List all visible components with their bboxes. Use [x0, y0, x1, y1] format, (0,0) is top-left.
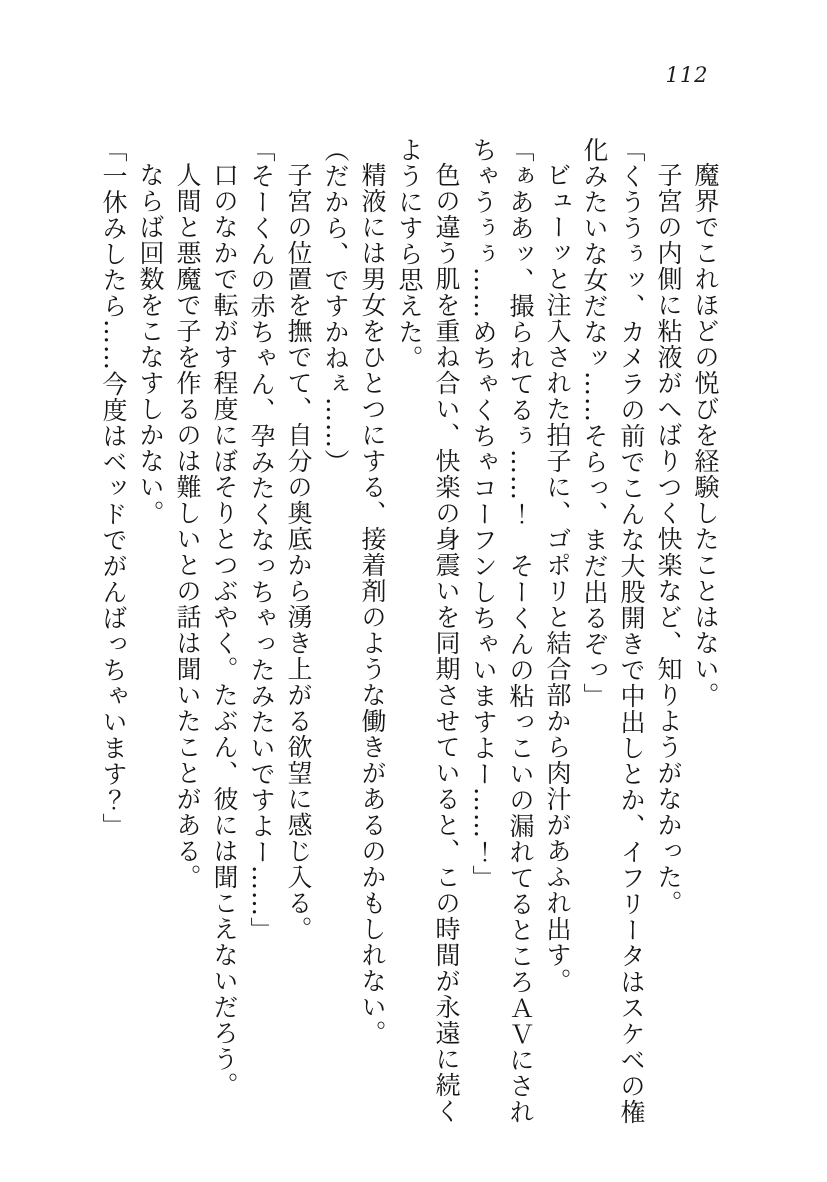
text-column: ようにすら思えた。 — [395, 137, 424, 371]
text-column: 「ぁああッ、撮られてるぅ……！ そーくんの粘っこいの漏れてるところＡＶにされ — [506, 137, 535, 1125]
text-column: 「一休みしたら……今度はベッドでがんばっちゃいます？」 — [99, 137, 128, 839]
text-column: ちゃうぅぅ……めちゃくちゃコーフンしちゃいますよー……！」 — [469, 137, 498, 891]
text-column: ビューッと注入された拍子に、ゴポリと結合部から肉汁があふれ出す。 — [543, 162, 572, 994]
text-column: 口のなかで転がす程度にぼそりとつぶやく。たぶん、彼には聞こえないだろう。 — [210, 162, 239, 1098]
text-column: 「くううぅッ、カメラの前でこんな大股開きで中出しとか、イフリータはスケベの権 — [617, 137, 646, 1125]
text-column: （だから、ですかねぇ……） — [321, 137, 350, 475]
page-number: 112 — [665, 63, 709, 87]
text-column: 精液には男女をひとつにする、接着剤のような働きがあるのかもしれない。 — [358, 162, 387, 1046]
text-column: 化みたいな女だなッ……そらっ、まだ出るぞっ」 — [580, 137, 609, 709]
text-column: 子宮の位置を撫でて、自分の奥底から湧き上がる欲望に感じ入る。 — [284, 162, 313, 942]
text-column: 魔界でこれほどの悦びを経験したことはない。 — [691, 162, 720, 708]
vertical-text-block — [95, 137, 724, 1125]
text-column: 子宮の内側に粘液がへばりつく快楽など、知りようがなかった。 — [654, 162, 683, 916]
text-column: 色の違う肌を重ね合い、快楽の身震いを同期させていると、この時間が永遠に続く — [432, 162, 461, 1124]
text-column: ならば回数をこなすしかない。 — [136, 162, 165, 526]
text-column: 「そーくんの赤ちゃん、孕みたくなっちゃったみたいですよー……」 — [247, 137, 276, 943]
text-column: 人間と悪魔で子を作るのは難しいとの話は聞いたことがある。 — [173, 162, 202, 890]
